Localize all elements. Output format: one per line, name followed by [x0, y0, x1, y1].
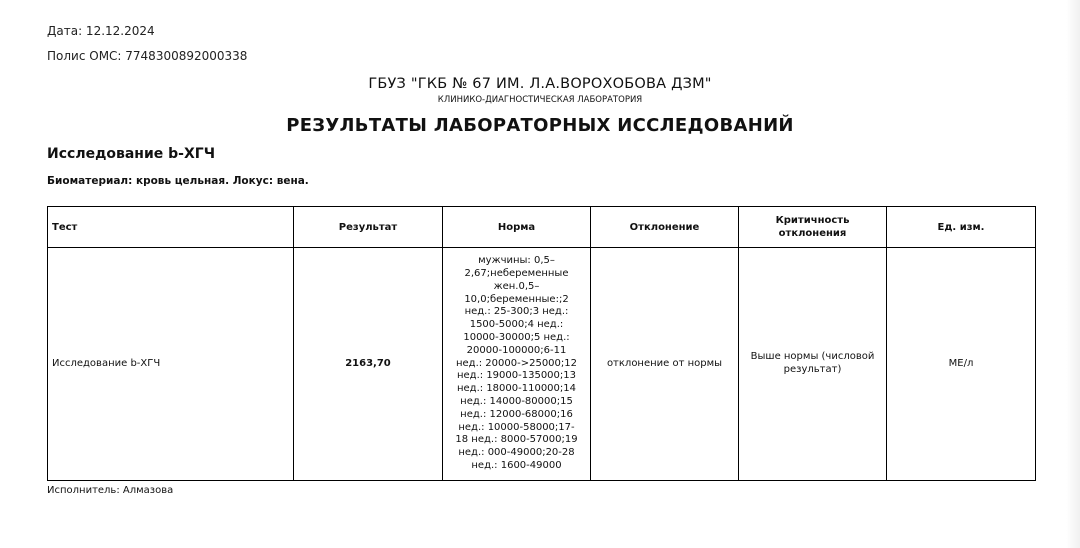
cell-criticality: Выше нормы (числовой результат) [739, 248, 887, 481]
cell-result-value: 2163,70 [294, 248, 443, 481]
organization-name: ГБУЗ "ГКБ № 67 ИМ. Л.А.ВОРОХОБОВА ДЗМ" [368, 76, 712, 92]
laboratory-name: КЛИНИКО-ДИАГНОСТИЧЕСКАЯ ЛАБОРАТОРИЯ [437, 95, 643, 105]
header-deviation: Отклонение [591, 207, 739, 248]
header-unit: Ед. изм. [887, 207, 1036, 248]
study-title: Исследование b-ХГЧ [47, 146, 216, 162]
cell-deviation: отклонение от нормы [591, 248, 739, 481]
results-table [47, 206, 1036, 481]
header-criticality: Критичность отклонения [739, 207, 887, 248]
executor-name: Исполнитель: Алмазова [47, 485, 174, 496]
header-norm: Норма [443, 207, 591, 248]
cell-reference-range: мужчины: 0,5–2,67;небеременные жен.0,5–10,0;беременные:;2 нед.: 25-300;3 нед.: 1500-5000;4 нед.: 10000-30000;5 нед.: 20000-100000;6-11 нед.: 20000->25000;12 нед.: 19000-135000;13 нед.: 18000-110000;14 нед.: 14000-80000;15 нед.: 12000-68000;16 нед.: 10000-58000;17-18 нед.: 8000-57000;19 нед.: 000-49000;20-28 нед.: 1600-49000 [443, 248, 591, 481]
document-title: РЕЗУЛЬТАТЫ ЛАБОРАТОРНЫХ ИССЛЕДОВАНИЙ [286, 115, 794, 136]
cell-test-name: Исследование b-ХГЧ [48, 248, 294, 481]
report-date: Дата: 12.12.2024 [47, 24, 155, 38]
cell-unit: МЕ/л [887, 248, 1036, 481]
biomaterial-info: Биоматериал: кровь цельная. Локус: вена. [47, 175, 309, 187]
table-header-row [48, 207, 1036, 248]
insurance-policy: Полис ОМС: 7748300892000338 [47, 49, 248, 63]
table-row [48, 248, 1036, 481]
header-result: Результат [294, 207, 443, 248]
header-test: Тест [48, 207, 294, 248]
